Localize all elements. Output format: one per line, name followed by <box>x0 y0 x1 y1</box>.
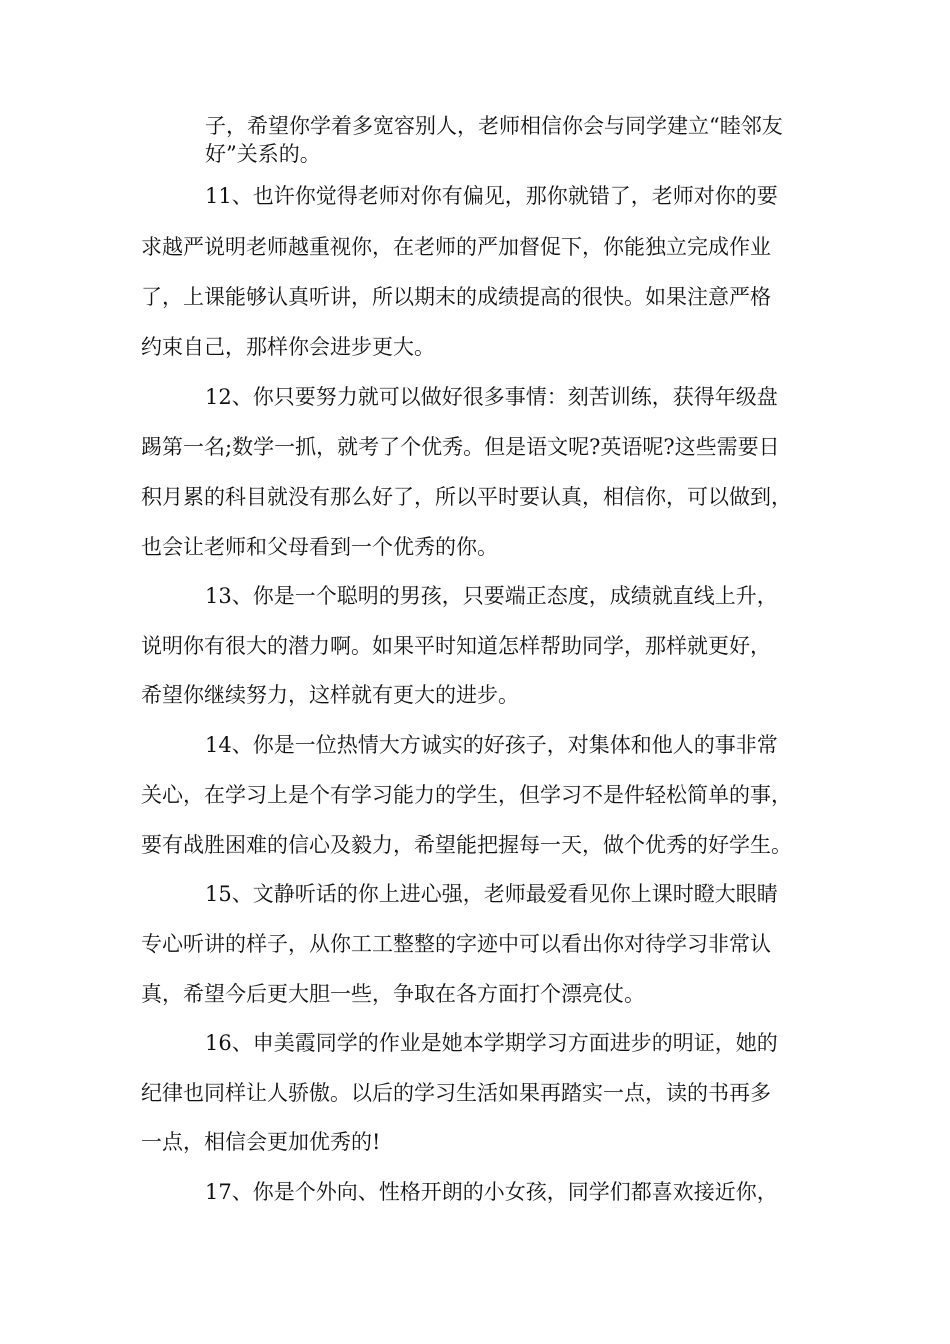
text-line: 了，上课能够认真听讲，所以期末的成绩提高的很快。如果注意严格 <box>141 285 771 309</box>
text-line: 希望你继续努力，这样就有更大的进步。 <box>141 683 519 707</box>
text-line: 真，希望今后更大胆一些，争取在各方面打个漂亮仗。 <box>141 982 645 1006</box>
paragraph-16-first-line: 16、申美霞同学的作业是她本学期学习方面进步的明证，她的 <box>205 1031 778 1055</box>
text-line: 一点，相信会更加优秀的! <box>141 1130 381 1154</box>
text-line: 也会让老师和父母看到一个优秀的你。 <box>141 535 498 559</box>
text-line: 好”关系的。 <box>205 142 321 166</box>
text-line: 专心听讲的样子，从你工工整整的字迹中可以看出你对待学习非常认 <box>141 932 771 956</box>
text-line: 关心，在学习上是个有学习能力的学生，但学习不是件轻松简单的事， <box>141 783 792 807</box>
text-line: 约束自己，那样你会进步更大。 <box>141 335 435 359</box>
text-line: 纪律也同样让人骄傲。以后的学习生活如果再踏实一点，读的书再多 <box>141 1081 771 1105</box>
paragraph-15-first-line: 15、文静听话的你上进心强，老师最爱看见你上课时瞪大眼睛 <box>205 882 778 906</box>
text-line: 积月累的科目就没有那么好了，所以平时要认真，相信你，可以做到， <box>141 485 792 509</box>
text-line: 要有战胜困难的信心及毅力，希望能把握每一天，做个优秀的好学生。 <box>141 833 792 857</box>
text-line: 子，希望你学着多宽容别人，老师相信你会与同学建立“睦邻友 <box>205 114 783 138</box>
text-line: 说明你有很大的潜力啊。如果平时知道怎样帮助同学，那样就更好， <box>141 634 771 658</box>
paragraph-12-first-line: 12、你只要努力就可以做好很多事情：刻苦训练，获得年级盘 <box>205 385 778 409</box>
paragraph-13-first-line: 13、你是一个聪明的男孩，只要端正态度，成绩就直线上升， <box>205 584 778 608</box>
text-line: 求越严说明老师越重视你，在老师的严加督促下，你能独立完成作业 <box>141 235 771 259</box>
paragraph-14-first-line: 14、你是一位热情大方诚实的好孩子，对集体和他人的事非常 <box>205 733 778 757</box>
text-line: 踢第一名;数学一抓，就考了个优秀。但是语文呢?英语呢?这些需要日 <box>141 435 780 459</box>
paragraph-17-first-line: 17、你是个外向、性格开朗的小女孩，同学们都喜欢接近你， <box>205 1180 778 1204</box>
paragraph-11-first-line: 11、也许你觉得老师对你有偏见，那你就错了，老师对你的要 <box>205 184 778 208</box>
